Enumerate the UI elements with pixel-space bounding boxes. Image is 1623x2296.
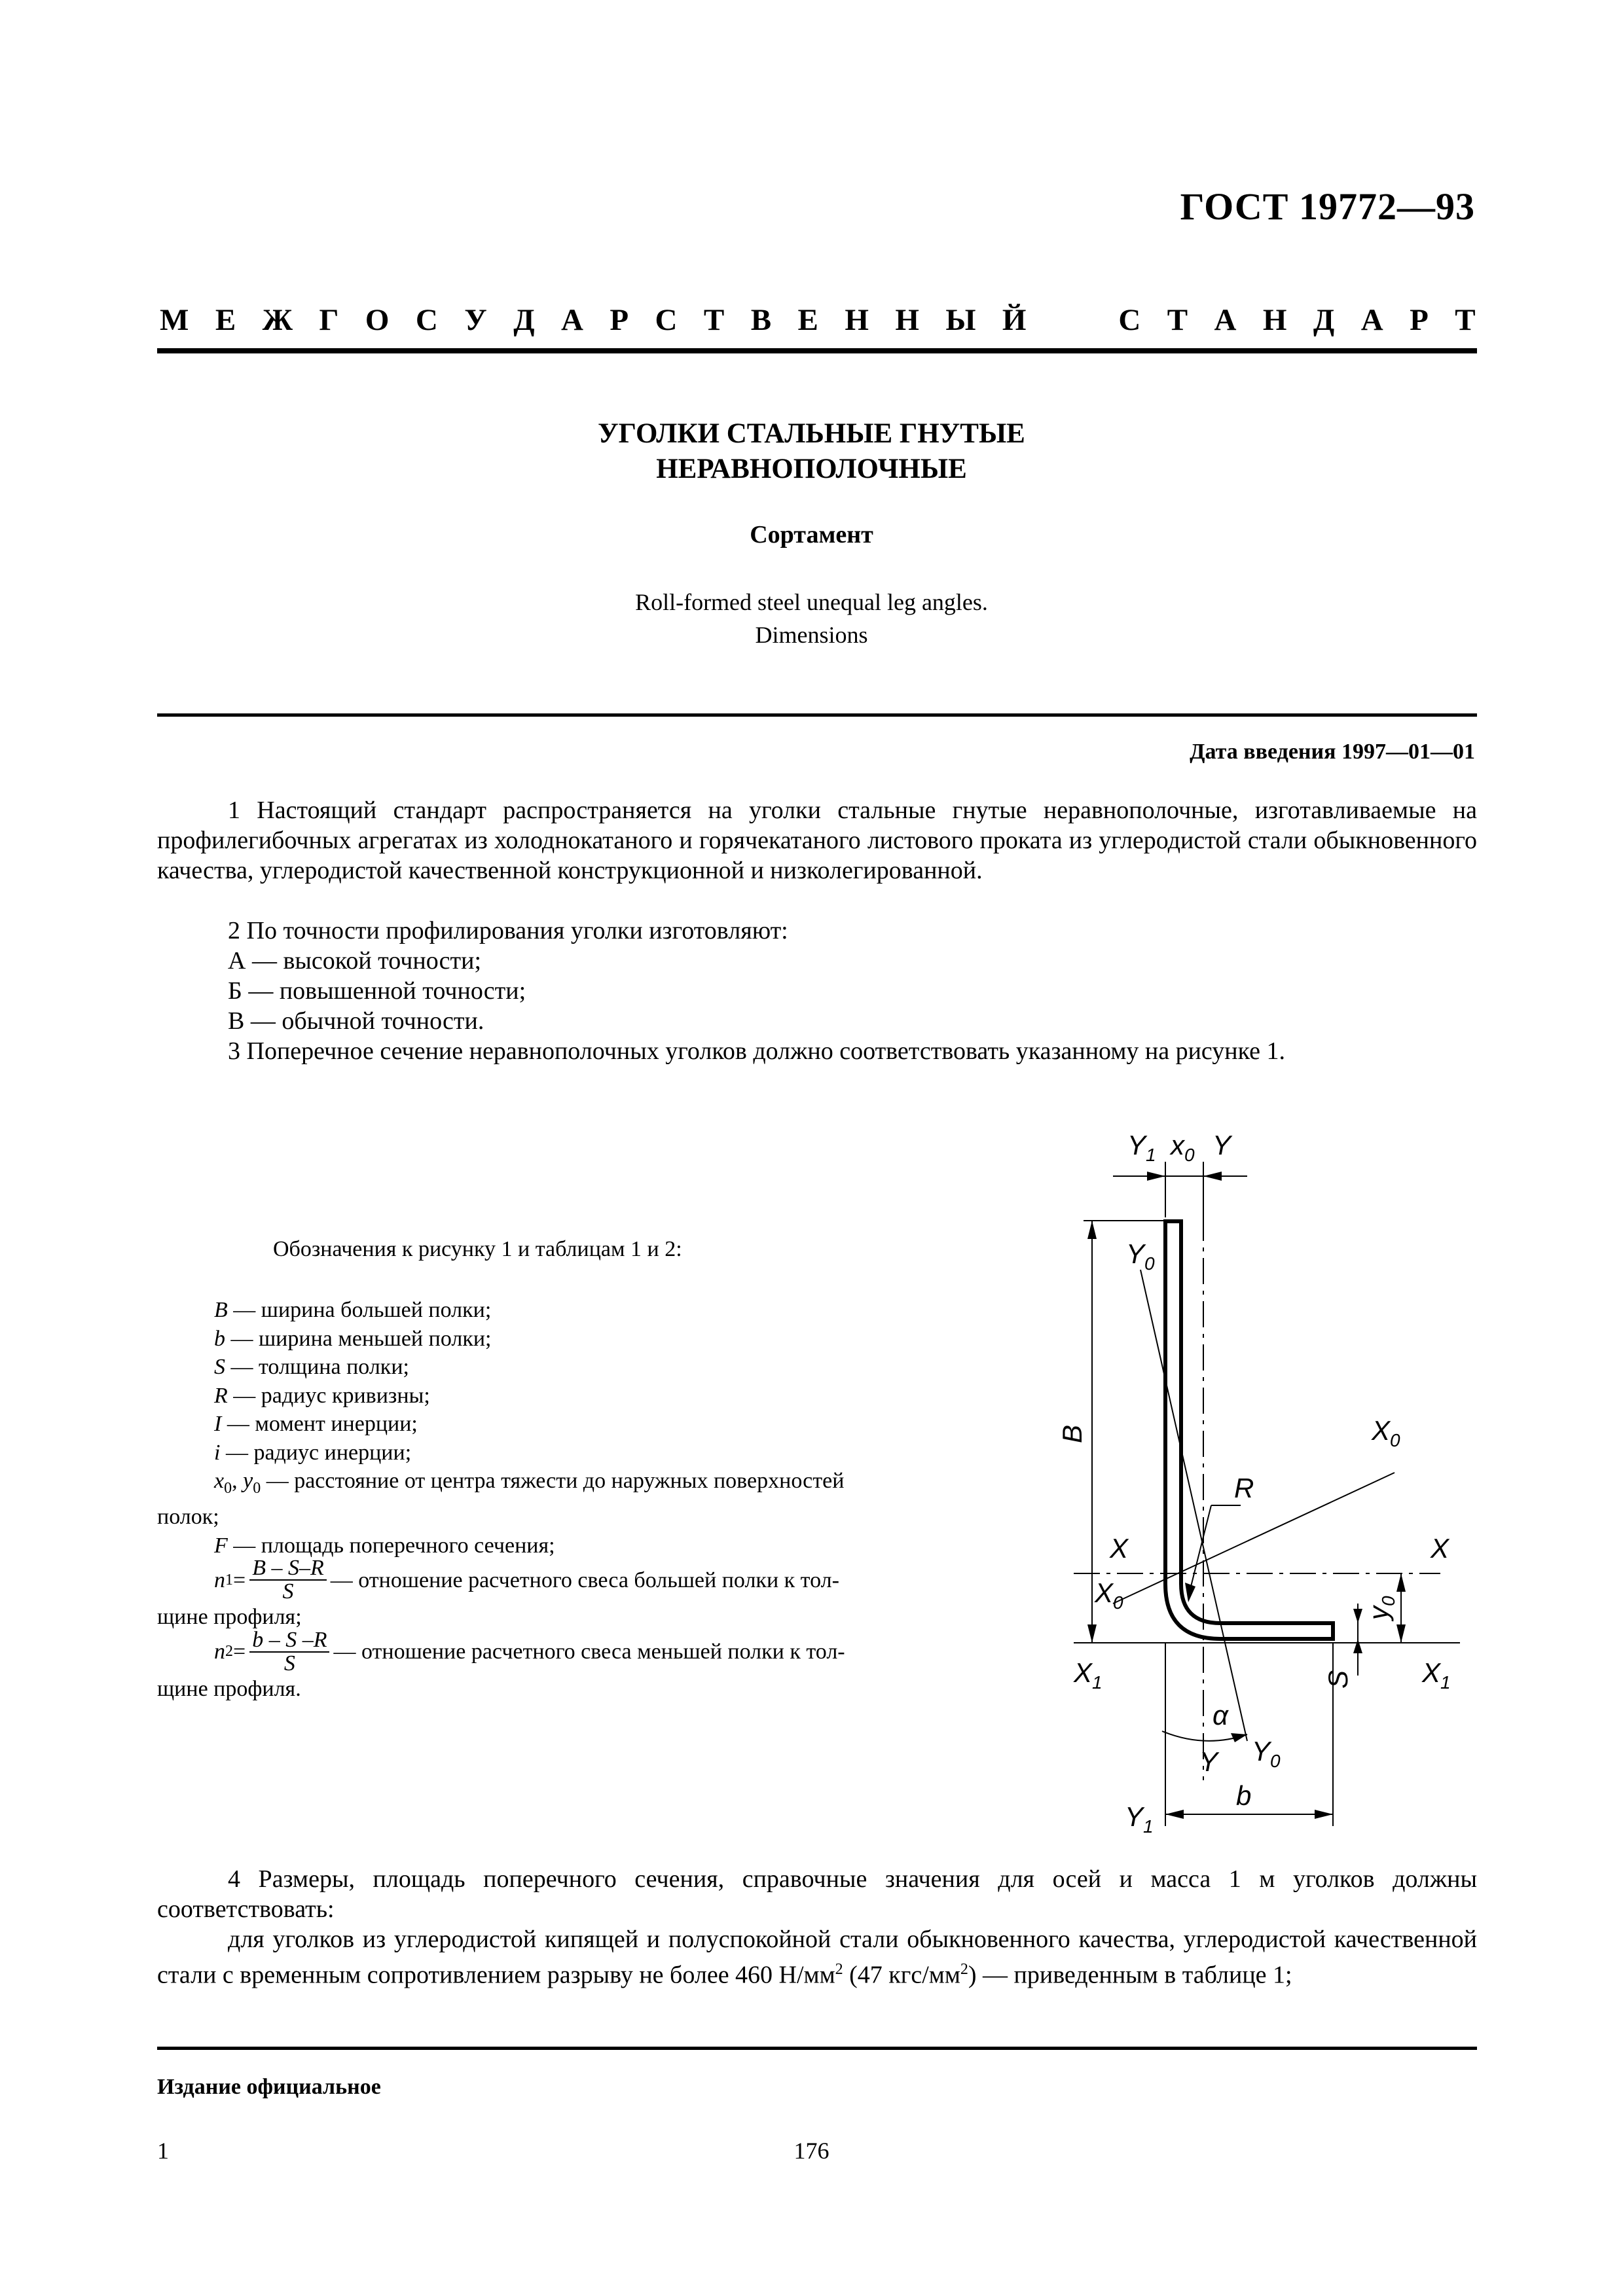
heading-letter: Е	[797, 303, 818, 337]
title-line-2: НЕРАВНОПОЛОЧНЫЕ	[656, 454, 967, 484]
legend-S: S — толщина полки;	[214, 1355, 409, 1379]
heading-letter: Д	[1313, 303, 1335, 337]
legend-x0-y0: $x_0$, $y_0$ — расстояние от центра тяжести до наружных поверхностей	[214, 1469, 845, 1497]
heading-letter: Н	[1262, 303, 1287, 337]
label-X-right: X	[1431, 1533, 1450, 1564]
heading-letter: Ж	[262, 303, 293, 337]
heading-letter: Р	[1410, 303, 1429, 337]
figure-angle-section	[1048, 1113, 1493, 1839]
label-b: b	[1236, 1780, 1252, 1811]
paragraph-4: 4 Размеры, площадь поперечного сечения, справочные значения для осей и масса 1 м уголков должны соответствовать:	[157, 1865, 1477, 1923]
label-X1-left: $X_1$	[1074, 1657, 1103, 1693]
heading-letter: Д	[513, 303, 535, 337]
english-title-line-1: Roll-formed steel unequal leg angles.	[635, 589, 988, 615]
heading-letter: Е	[215, 303, 236, 337]
legend-B: B — ширина большей полки;	[214, 1298, 492, 1322]
label-Y1-top: $Y_1$	[1127, 1130, 1156, 1165]
label-Y-top: Y	[1213, 1130, 1231, 1160]
header-rule	[157, 348, 1477, 353]
legend-I: I — момент инерции;	[214, 1412, 418, 1436]
heading-letter: У	[464, 303, 487, 337]
heading-letter: А	[1214, 303, 1237, 337]
heading-letter: С	[1118, 303, 1141, 337]
footer-rule	[157, 2047, 1477, 2050]
heading-letter: Н	[845, 303, 869, 337]
accuracy-b: Б — повышенной точности;	[228, 977, 526, 1005]
label-Y0-top: $Y_0$	[1126, 1238, 1155, 1274]
official-edition: Издание официальное	[157, 2075, 381, 2099]
legend-n2: n 2 = $\frac{b - S -R}{S}$ — отношение расчетного свеса меньшей полки к тол-	[214, 1627, 845, 1676]
heading-letter: Р	[610, 303, 629, 337]
label-y0: $y_0$	[1363, 1596, 1398, 1620]
paragraph-3: 3 Поперечное сечение неравнополочных уголков должно соответствовать указанному на рисунке 1.	[228, 1037, 1285, 1065]
title-line-1: УГОЛКИ СТАЛЬНЫЕ ГНУТЫЕ	[598, 418, 1025, 449]
legend-title: Обозначения к рисунку 1 и таблицам 1 и 2:	[273, 1237, 682, 1261]
heading-letter: М	[160, 303, 189, 337]
paragraph-1: 1 Настоящий стандарт распространяется на уголки стальные гнутые неравнополочные, изготавливаемые на профилегибочных агрегатах из холоднокатаного и горячекатаного листового проката из углеродистой стали обыкновенного качества, углеродистой качественной конструкционной и низколегированной.	[157, 797, 1477, 884]
heading-letter: В	[750, 303, 772, 337]
legend-F: F — площадь поперечного сечения;	[214, 1533, 555, 1558]
introduction-date: Дата введения 1997—01—01	[1190, 740, 1475, 764]
legend-n1: n 1 = $\frac{B - S-R}{S}$ — отношение расчетного свеса большей полки к тол-	[214, 1556, 839, 1604]
interstate-standard-heading	[160, 302, 1476, 338]
label-Y0-bottom: $Y_0$	[1252, 1736, 1281, 1771]
page-number: 176	[793, 2138, 830, 2164]
paragraph-5: для уголков из углеродистой кипящей и полуспокойной стали обыкновенного качества, углеродистой качественной стали с временным сопротивлением разрыву не более 460 $Н/мм^2$ (47 кгс/$мм^2$) — приведенным в таблице 1;	[157, 1926, 1477, 1989]
heading-letter: С	[655, 303, 678, 337]
angle-profile	[1165, 1221, 1333, 1639]
heading-letter: Й	[1002, 303, 1027, 337]
label-x0-top: $x_0$	[1171, 1130, 1195, 1165]
n2-fraction: $\frac{b - S -R}{S}$	[249, 1629, 329, 1675]
label-S: S	[1322, 1670, 1353, 1689]
heading-letter: А	[560, 303, 583, 337]
heading-gap	[1053, 302, 1092, 338]
heading-letter: Ы	[945, 303, 976, 337]
english-title-line-2: Dimensions	[755, 622, 868, 648]
accuracy-a: А — высокой точности;	[228, 947, 482, 975]
legend	[157, 1296, 1021, 1703]
heading-letter: Т	[703, 303, 725, 337]
heading-letter: С	[415, 303, 438, 337]
legend-i: i — радиус инерции;	[214, 1440, 412, 1465]
label-alpha: α	[1213, 1700, 1228, 1731]
heading-letter: Т	[1455, 303, 1476, 337]
label-Y-bottom: Y	[1199, 1746, 1218, 1777]
heading-letter: О	[365, 303, 390, 337]
title-rule	[157, 713, 1477, 717]
label-X0-right: $X_0$	[1372, 1415, 1400, 1450]
accuracy-c: В — обычной точности.	[228, 1007, 484, 1035]
label-X0-left: $X_0$	[1095, 1577, 1123, 1613]
label-Y1-bottom: $Y_1$	[1125, 1801, 1154, 1837]
legend-R: R — радиус кривизны;	[214, 1383, 430, 1408]
label-R: R	[1234, 1473, 1254, 1503]
label-X-left: X	[1110, 1533, 1129, 1564]
sheet-number: 1	[157, 2138, 169, 2164]
legend-b: b — ширина меньшей полки;	[214, 1326, 492, 1351]
legend-x0-y0-cont: полок;	[157, 1505, 219, 1530]
legend-n1-cont: щине профиля;	[157, 1605, 302, 1630]
label-B: B	[1057, 1424, 1087, 1443]
heading-letter: А	[1360, 303, 1383, 337]
paragraph-2: 2 По точности профилирования уголки изготовляют:	[228, 917, 788, 944]
label-X1-right: $X_1$	[1422, 1657, 1451, 1693]
heading-letter: Т	[1167, 303, 1188, 337]
standard-code: ГОСТ 19772—93	[1180, 185, 1475, 228]
legend-n2-cont: щине профиля.	[157, 1676, 301, 1701]
heading-letter: Н	[895, 303, 919, 337]
n1-fraction: $\frac{B - S-R}{S}$	[249, 1557, 327, 1603]
heading-letter: Г	[319, 303, 339, 337]
subtitle: Сортамент	[750, 521, 873, 548]
